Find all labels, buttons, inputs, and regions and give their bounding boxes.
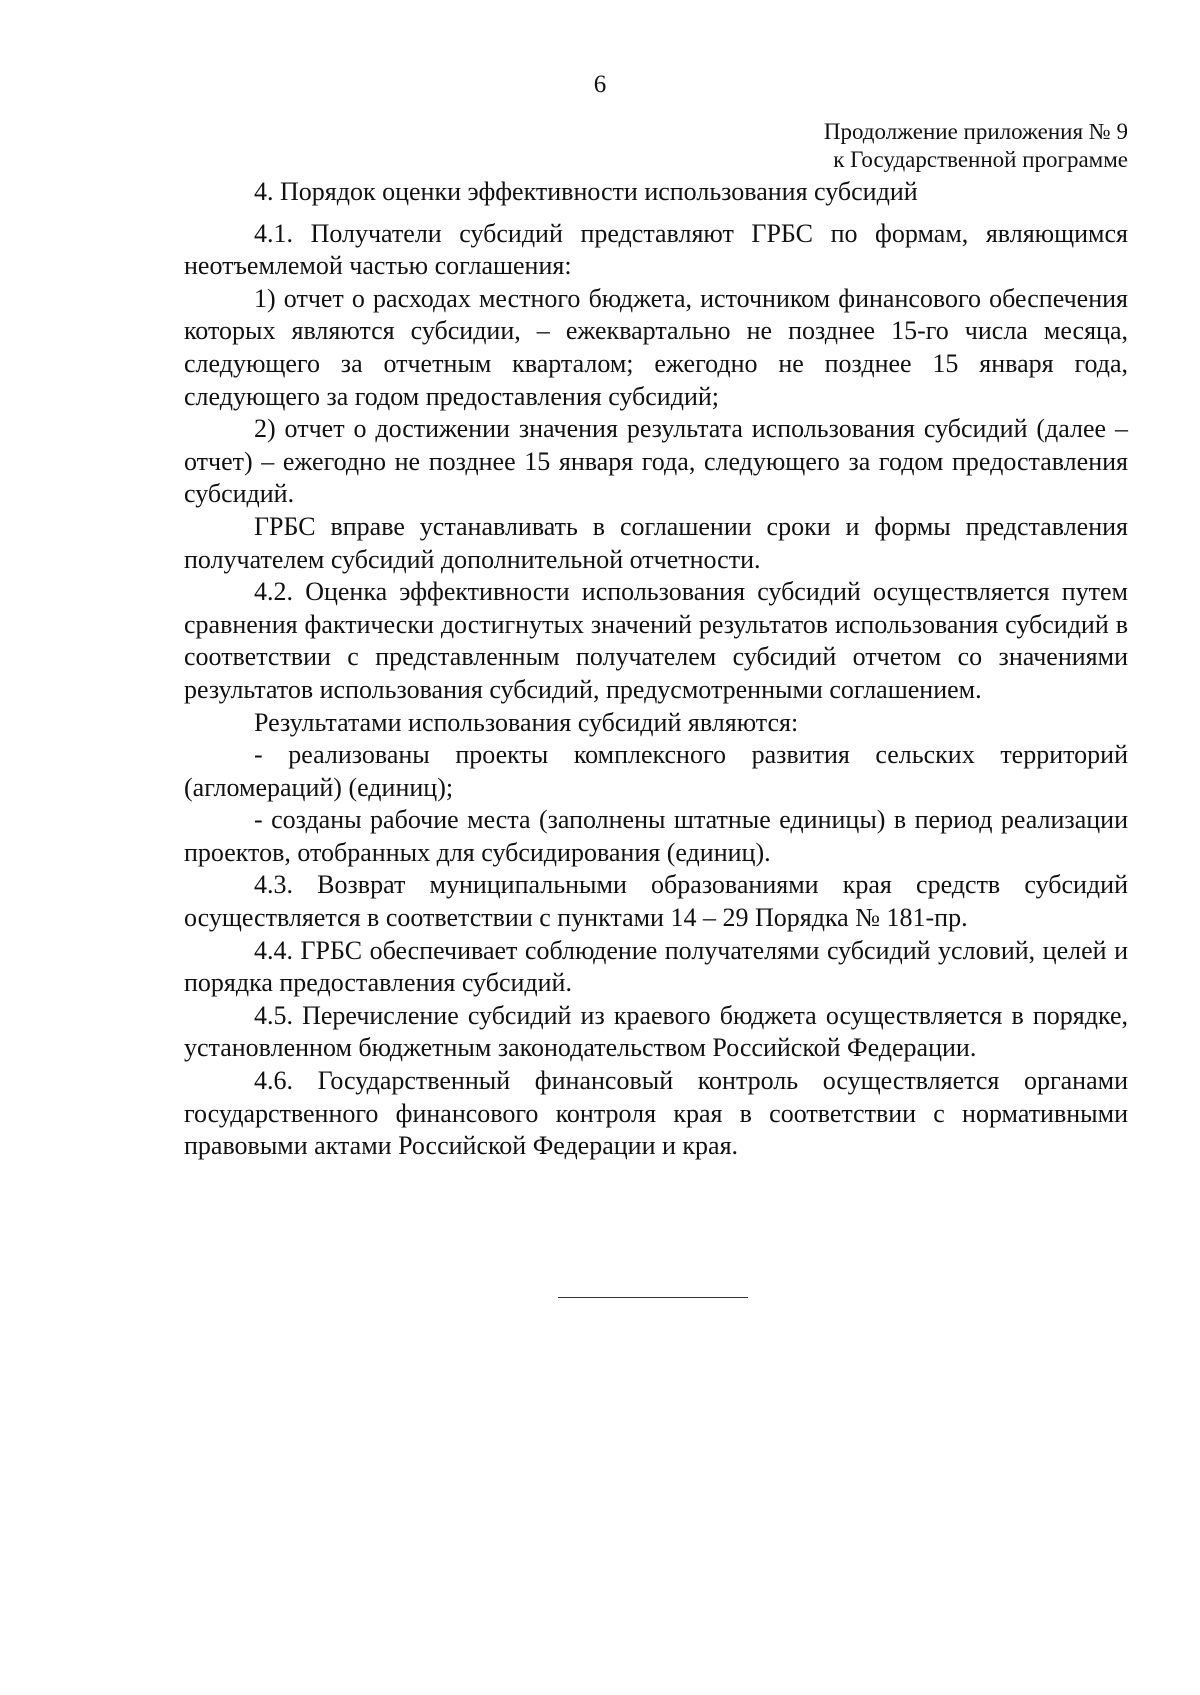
document-body [184,176,1128,1163]
page-number: 6 [593,71,607,98]
paragraph-4-1: 4.1. Получатели субсидий представляют ГРБС по формам, являющимся неотъемлемой частью соглашения: [184,218,1128,281]
paragraph-4-5: 4.5. Перечисление субсидий из краевого бюджета осуществляется в порядке, установленном бюджетным законодательством Российской Федерации. [184,1000,1128,1063]
paragraph-4-6: 4.6. Государственный финансовый контроль осуществляется органами государственного финансового контроля края в соответствии с нормативными правовыми актами Российской Федерации и края. [184,1066,1128,1161]
paragraph-4-2: 4.2. Оценка эффективности использования субсидий осуществляется путем сравнения фактически достигнутых значений результатов использования субсидий в соответствии с представленным получателем субсидий отчетом со значениями результатов использования субсидий, предусмотренными соглашением. [184,577,1128,704]
appendix-note [824,118,1128,174]
paragraph-4-3: 4.3. Возврат муниципальными образованиями края средств субсидий осуществляется в соответствии с пунктами 14 – 29 Порядка № 181-пр. [184,870,1128,933]
paragraph-4-4: 4.4. ГРБС обеспечивает соблюдение получателями субсидий условий, целей и порядка предоставления субсидий. [184,935,1128,998]
appendix-note-line-2: к Государственной программе [833,147,1128,172]
paragraph-result-projects: - реализованы проекты комплексного развития сельских территорий (агломераций) (единиц); [184,740,1128,802]
paragraph-results-intro: Результатами использования субсидий являются: [254,707,799,737]
end-divider-line [558,1297,748,1298]
paragraph-item-1: 1) отчет о расходах местного бюджета, источником финансового обеспечения которых являются субсидии, – ежеквартально не позднее 15-го числа месяца, следующего за отчетным кварталом; ежегодно не позднее 15 января года, следующего за годом предоставления субсидий; [184,283,1128,411]
appendix-note-line-1: Продолжение приложения № 9 [823,119,1128,144]
paragraph-result-jobs: - созданы рабочие места (заполнены штатные единицы) в период реализации проектов, отобранных для субсидирования (единиц). [184,805,1128,867]
paragraph-item-2: 2) отчет о достижении значения результата использования субсидий (далее – отчет) – ежегодно не позднее 15 января года, следующего за годом предоставления субсидий. [184,414,1128,509]
paragraph-grbs-reporting: ГРБС вправе устанавливать в соглашении сроки и формы представления получателем субсидий дополнительной отчетности. [184,511,1128,574]
section-heading: 4. Порядок оценки эффективности использования субсидий [254,177,918,206]
